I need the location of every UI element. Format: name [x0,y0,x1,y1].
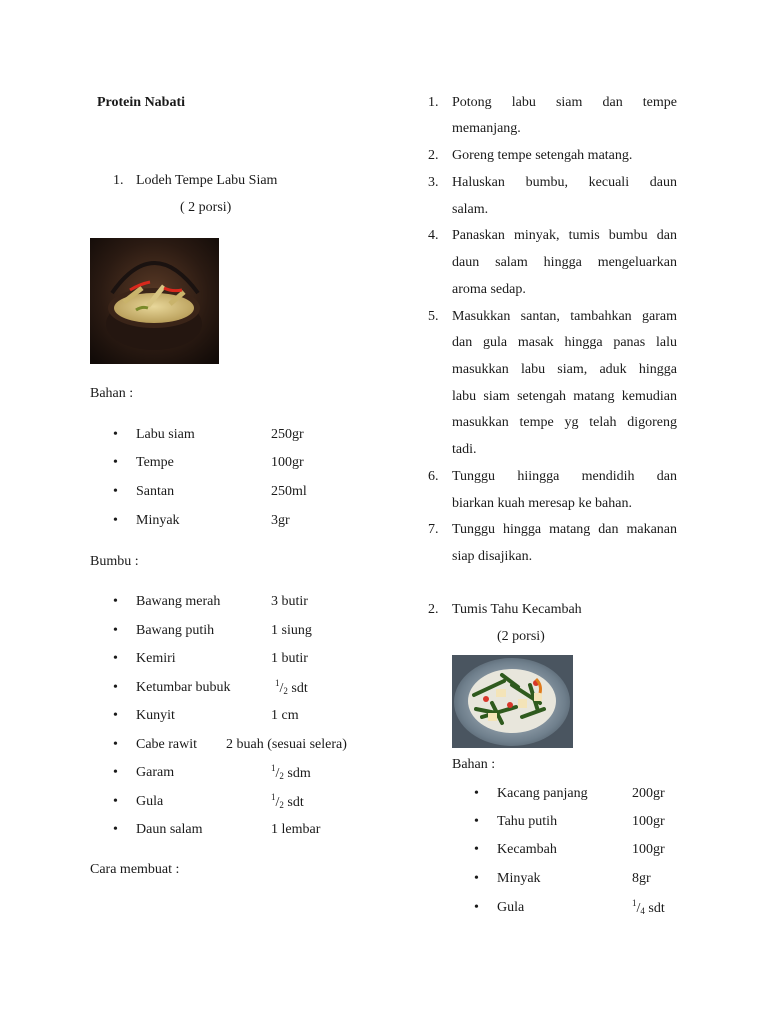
step-line: labu siam setengah matang kemudian [452,389,677,404]
recipe1-name: Lodeh Tempe Labu Siam [136,173,278,188]
step-line: Tunggu hingga matang dan makanan [452,522,677,537]
list-item: • Kunyit [136,708,175,724]
step-line: memanjang. [452,121,521,136]
list-item: • Labu siam [136,427,195,443]
step-line: masukkan labu siam, aduk hingga [452,362,677,377]
list-item-qty: 3 butir [271,594,308,609]
step-line: Tunggu hiingga mendidih dan [452,469,677,484]
list-item-qty: 100gr [632,814,665,829]
list-item: • Tahu putih [497,814,557,830]
recipe1-photo [90,238,219,364]
list-item-qty: $^1/_2$ sdt [271,792,304,810]
list-item-qty: 100gr [271,455,304,470]
list-item-qty: $^1/_4$ sdt [632,898,665,916]
list-item: • Santan [136,484,174,500]
step-line: Potong labu siam dan tempe [452,95,677,110]
list-item-qty: 250gr [271,427,304,442]
list-item-qty: 200gr [632,786,665,801]
list-item: • Bawang putih [136,623,214,639]
recipe2-name: Tumis Tahu Kecambah [452,602,582,617]
recipe2-photo [452,655,573,748]
step-number: 6. [428,469,439,484]
recipe1-number: 1. [113,173,124,188]
step-line: tadi. [452,442,477,457]
step-number: 2. [428,148,439,163]
list-item: • Minyak [136,513,180,529]
list-item-qty: 8gr [632,871,651,886]
list-item: • Kemiri [136,651,176,667]
list-item-qty: 250ml [271,484,307,499]
step-line: aroma sedap. [452,282,526,297]
step-line: dan gula masak hingga panas lalu [452,335,677,350]
list-item-qty: 2 buah (sesuai selera) [226,737,347,752]
list-item: • Daun salam [136,822,202,838]
recipe1-cara-label: Cara membuat : [90,862,180,877]
list-item: • Gula [136,794,163,810]
step-line: Haluskan bumbu, kecuali daun [452,175,677,190]
list-item: • Bawang merah [136,594,220,610]
recipe2-bahan-label: Bahan : [452,757,496,772]
recipe1-bahan-label: Bahan : [90,386,134,401]
list-item-qty: 1 lembar [271,822,321,837]
list-item: • Gula [497,900,524,916]
list-item-qty: 3gr [271,513,290,528]
step-number: 7. [428,522,439,537]
list-item: • Kacang panjang [497,786,588,802]
step-line: masukkan tempe yg telah digoreng [452,415,677,430]
list-item: • Minyak [497,871,541,887]
list-item-qty: 100gr [632,842,665,857]
step-line: daun salam hingga mengeluarkan [452,255,677,270]
step-line: biarkan kuah meresap ke bahan. [452,496,632,511]
step-number: 1. [428,95,439,110]
step-line: siap disajikan. [452,549,533,564]
list-item-qty: 1 cm [271,708,299,723]
step-line: salam. [452,202,489,217]
list-item: • Cabe rawit [136,737,197,753]
list-item: • Ketumbar bubuk [136,680,230,696]
step-line: Goreng tempe setengah matang. [452,148,633,163]
list-item-qty: 1 siung [271,623,312,638]
list-item: • Garam [136,765,174,781]
list-item-qty: $^1/_2$ sdt [275,678,308,696]
list-item-qty: $^1/_2$ sdm [271,763,311,781]
recipe2-portion: (2 porsi) [497,629,545,644]
step-number: 5. [428,309,439,324]
list-item: • Tempe [136,455,174,471]
step-number: 4. [428,228,439,243]
step-line: Panaskan minyak, tumis bumbu dan [452,228,677,243]
recipe1-portion: ( 2 porsi) [180,200,232,215]
list-item: • Kecambah [497,842,557,858]
recipe1-bumbu-label: Bumbu : [90,554,139,569]
section-title: Protein Nabati [97,95,186,110]
step-number: 3. [428,175,439,190]
recipe2-number: 2. [428,602,439,617]
list-item-qty: 1 butir [271,651,308,666]
step-line: Masukkan santan, tambahkan garam [452,309,677,324]
